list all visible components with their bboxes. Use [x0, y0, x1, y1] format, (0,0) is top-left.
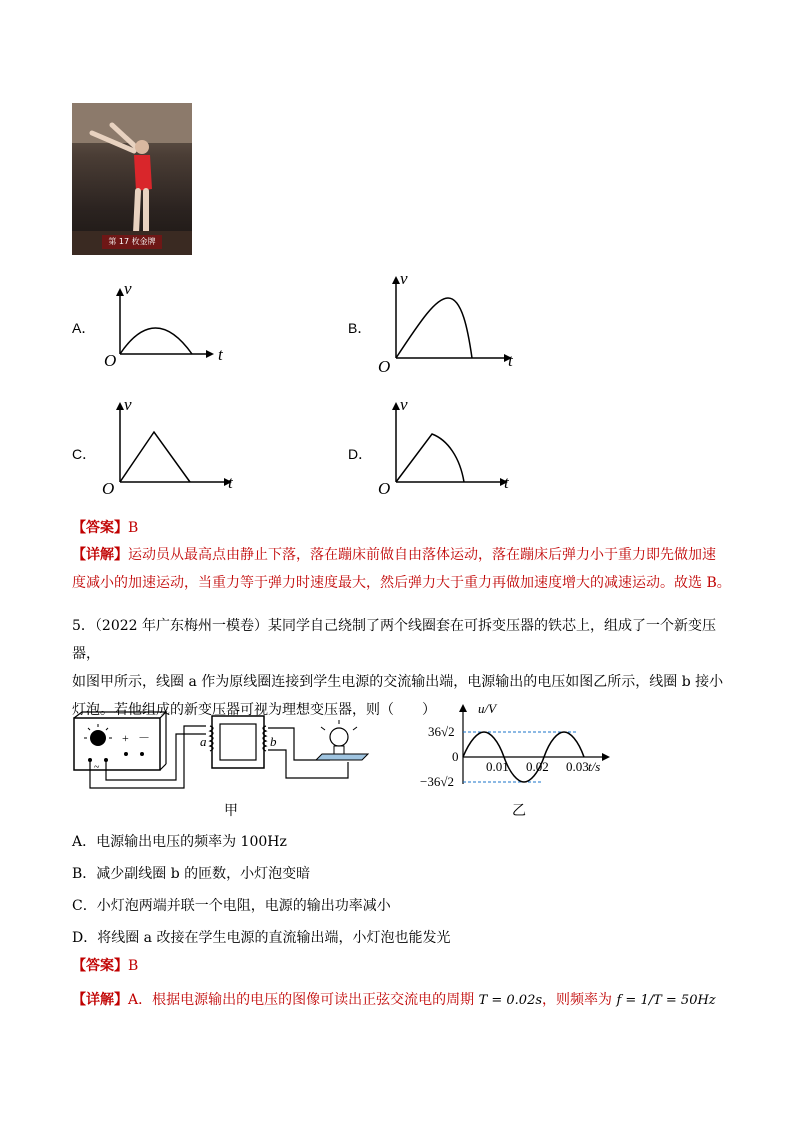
detail-tag: 【详解】 — [72, 992, 128, 1008]
origin-label: O — [104, 351, 117, 370]
athlete-photo — [72, 103, 192, 255]
detail-1 — [72, 541, 732, 597]
detail-line-1: 运动员从最高点由静止下落，落在蹦床前做自由落体运动，落在蹦床后弹力小于重力即先做加速 — [128, 547, 716, 563]
answer-1 — [72, 514, 138, 542]
option-c-label: C． — [72, 446, 97, 462]
bulb-icon — [330, 728, 348, 746]
y-axis-label: u/V — [478, 701, 497, 716]
origin-label: O — [378, 479, 391, 498]
choice-c: C．小灯泡两端并联一个电阻，电源的输出功率减小 — [72, 898, 391, 914]
vt-curve — [396, 434, 464, 482]
detail-text: A．根据电源输出的电压的图像可读出正弦交流电的周期 — [128, 992, 475, 1008]
vt-curve — [396, 298, 472, 358]
v-label: v — [400, 270, 408, 288]
t-label: t — [228, 473, 233, 492]
minus-label: － — [138, 731, 151, 745]
option-d-label: D． — [348, 446, 373, 462]
v-label: v — [400, 396, 408, 414]
question-line-2: 如图甲所示，线圈 a 作为原线圈连接到学生电源的交流输出端，电源输出的电压如图乙所示，线圈 b 接小 — [72, 674, 724, 690]
figure-yi-label: 乙 — [512, 803, 526, 819]
option-b-graph — [376, 270, 526, 375]
athlete-figure — [72, 103, 192, 255]
period-formula: T = 0.02s — [478, 993, 543, 1008]
dial-knob — [90, 730, 106, 746]
x-tick-2: 0.02 — [526, 759, 549, 774]
v-arrow — [392, 402, 400, 410]
figure-jia-label: 甲 — [224, 803, 238, 819]
option-a-graph — [100, 280, 230, 370]
x-tick-1: 0.01 — [486, 759, 509, 774]
y-top-label: 36√2 — [428, 724, 455, 739]
answer-tag: 【答案】 — [72, 520, 128, 536]
v-arrow — [116, 402, 124, 410]
detail-tag: 【详解】 — [72, 547, 128, 563]
choices — [72, 826, 450, 954]
answer-value: B — [128, 958, 139, 974]
answer-2 — [72, 952, 138, 980]
photo-caption: 第 17 枚金牌 — [102, 235, 162, 249]
coil-a-label: a — [200, 734, 207, 749]
v-label: v — [124, 280, 132, 298]
waveform-graph — [418, 700, 628, 795]
choice-a: A．电源输出电压的频率为 100Hz — [72, 834, 287, 850]
bulb-base — [316, 754, 368, 760]
frequency-formula: f = 1/T = 50Hz — [616, 993, 716, 1008]
question-line-3: 灯泡。若他组成的新变压器可视为理想变压器，则（ ） — [72, 702, 436, 718]
x-axis-label: t/s — [588, 759, 601, 774]
coil-b-label: b — [270, 734, 277, 749]
option-d-graph — [376, 396, 526, 501]
origin-label: O — [378, 357, 391, 375]
ac-label: ~ — [94, 762, 100, 773]
y-zero-label: 0 — [452, 749, 459, 764]
t-label: t — [504, 473, 509, 492]
t-label: t — [218, 345, 223, 364]
vt-curve — [120, 328, 192, 354]
x-tick-3: 0.03 — [566, 759, 589, 774]
question-line-1: 5．（2022 年广东梅州一模卷）某同学自己绕制了两个线圈套在可拆变压器的铁芯上，组成了一个新变压器， — [72, 618, 716, 662]
option-a-label: A． — [72, 320, 96, 336]
answer-tag: 【答案】 — [72, 958, 128, 974]
t-label: t — [508, 351, 513, 370]
t-arrow — [206, 350, 214, 358]
question-5 — [72, 612, 732, 724]
detail-line-2: 度减小的加速运动，当重力等于弹力时速度最大，然后弹力大于重力再做加速度增大的减速运动。故选 B。 — [72, 575, 731, 591]
v-label: v — [124, 396, 132, 414]
detail-2 — [72, 986, 716, 1015]
detail-mid: ，则频率为 — [542, 992, 613, 1008]
y-bottom-label: −36√2 — [420, 774, 454, 789]
choice-d: D．将线圈 a 改接在学生电源的直流输出端，小灯泡也能发光 — [72, 930, 451, 946]
vt-curve — [120, 432, 190, 482]
origin-label: O — [102, 479, 115, 498]
v-arrow — [116, 288, 124, 296]
choice-b: B．减少副线圈 b 的匝数，小灯泡变暗 — [72, 866, 311, 882]
answer-value: B — [128, 520, 139, 536]
v-arrow — [392, 276, 400, 284]
plus-label: + — [122, 731, 129, 745]
option-c-graph — [100, 396, 250, 501]
option-b-label: B． — [348, 320, 372, 336]
